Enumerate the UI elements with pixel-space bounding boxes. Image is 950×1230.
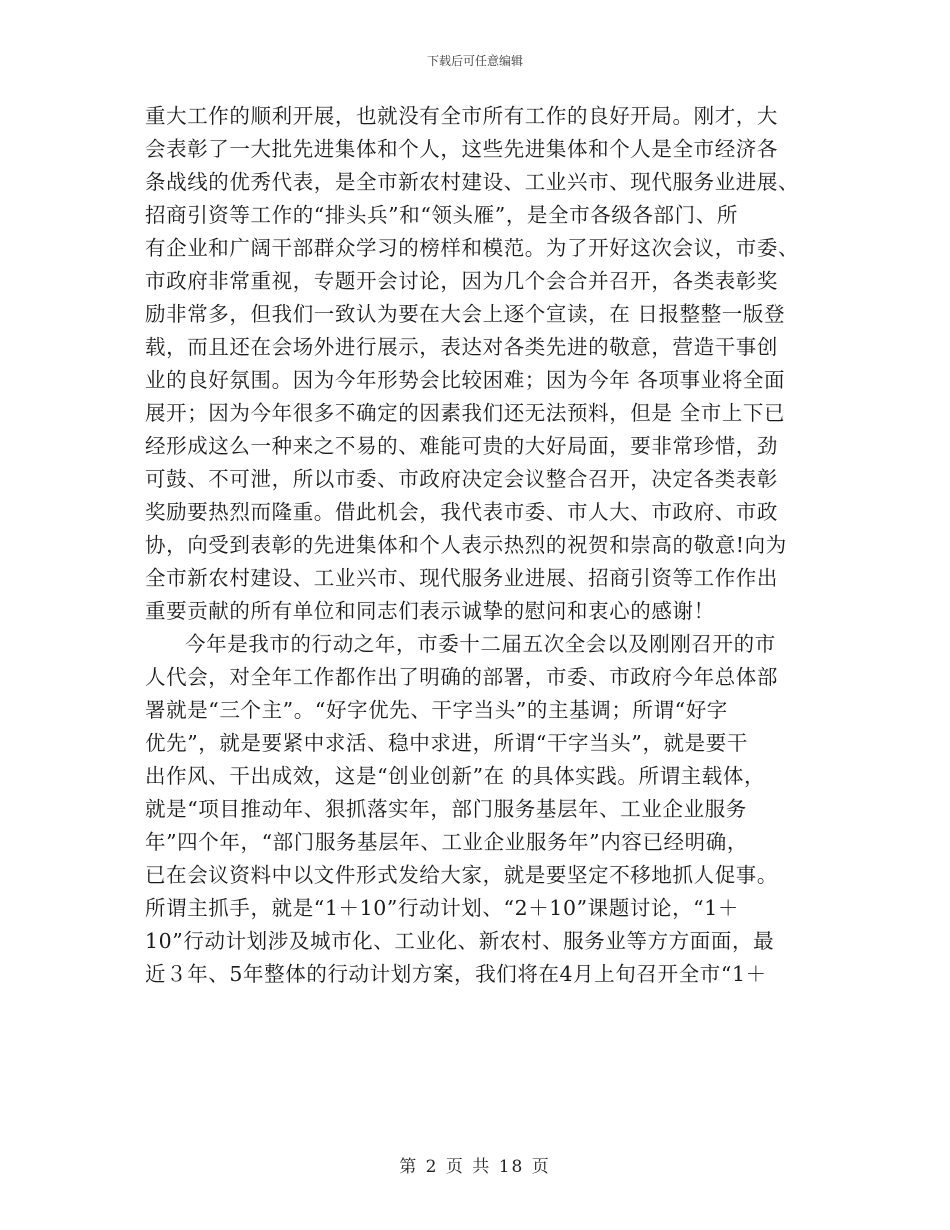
text-line: 所谓主抓手，就是“1＋10”行动计划、“2＋10”课题讨论，“1＋ — [145, 896, 739, 920]
text-line: 展开；因为今年很多不确定的因素我们还无法预料，但是 全市上下已 — [145, 401, 786, 425]
text-line: 奖励要热烈而隆重。借此机会，我代表市委、市人大、市政府、市政 — [145, 500, 778, 524]
text-line: 协，向受到表彰的先进集体和个人表示热烈的祝贺和崇高的敬意!向为 — [145, 533, 787, 557]
text-line: 出作风、干出成效，这是“创业创新”在 的具体实践。所谓主载体， — [145, 764, 766, 788]
text-line: 载，而且还在会场外进行展示，表达对各类先进的敬意，营造干事创 — [145, 335, 778, 359]
text-line: 年”四个年，“部门服务基层年、工业企业服务年”内容已经明确， — [145, 830, 748, 854]
text-line: 近３年、5年整体的行动计划方案，我们将在4月上旬召开全市“1＋ — [145, 962, 767, 986]
text-line: 就是“项目推动年、狠抓落实年，部门服务基层年、工业企业服务 — [145, 797, 747, 821]
text-line: 已在会议资料中以文件形式发给大家，就是要坚定不移地抓人促事。 — [145, 863, 778, 887]
text-line: 招商引资等工作的“排头兵”和“领头雁”，是全市各级各部门、所 — [145, 203, 738, 227]
text-line: 有企业和广阔干部群众学习的榜样和模范。为了开好这次会议，市委、 — [145, 236, 800, 260]
text-line: 励非常多，但我们一致认为要在大会上逐个宣读，在 日报整整一版登 — [145, 302, 786, 326]
text-line: 经形成这么一种来之不易的、难能可贵的大好局面，要非常珍惜，劲 — [145, 434, 778, 458]
text-line: 可鼓、不可泄，所以市委、市政府决定会议整合召开，决定各类表彰 — [145, 467, 778, 491]
text-line: 重要贡献的所有单位和同志们表示诚挚的慰问和衷心的感谢！ — [145, 599, 715, 623]
text-line: 人代会，对全年工作都作出了明确的部署，市委、市政府今年总体部 — [145, 665, 778, 689]
text-line: 署就是“三个主”。“好字优先、干字当头”的主基调；所谓“好字 — [145, 698, 728, 722]
text-line: 重大工作的顺利开展，也就没有全市所有工作的良好开局。刚才，大 — [145, 104, 778, 128]
text-line: 优先”，就是要紧中求活、稳中求进，所谓“干字当头”，就是要干 — [145, 731, 748, 755]
text-line: 条战线的优秀代表，是全市新农村建设、工业兴市、现代服务业进展、 — [145, 170, 800, 194]
text-line: 10”行动计划涉及城市化、工业化、新农村、服务业等方方面面，最 — [145, 929, 775, 953]
text-line: 市政府非常重视，专题开会讨论，因为几个会合并召开，各类表彰奖 — [145, 269, 778, 293]
text-line: 全市新农村建设、工业兴市、现代服务业进展、招商引资等工作作出 — [145, 566, 778, 590]
page-number-footer: 第 2 页 共 18 页 — [399, 1157, 551, 1177]
page-header: 下载后可任意编辑 — [426, 54, 523, 68]
text-line: 会表彰了一大批先进集体和个人，这些先进集体和个人是全市经济各 — [145, 137, 778, 161]
text-line: 业的良好氛围。因为今年形势会比较困难；因为今年 各项事业将全面 — [145, 368, 786, 392]
paragraph-start-line: 今年是我市的行动之年，市委十二届五次全会以及刚刚召开的市 — [185, 632, 776, 656]
body-text — [145, 100, 805, 991]
